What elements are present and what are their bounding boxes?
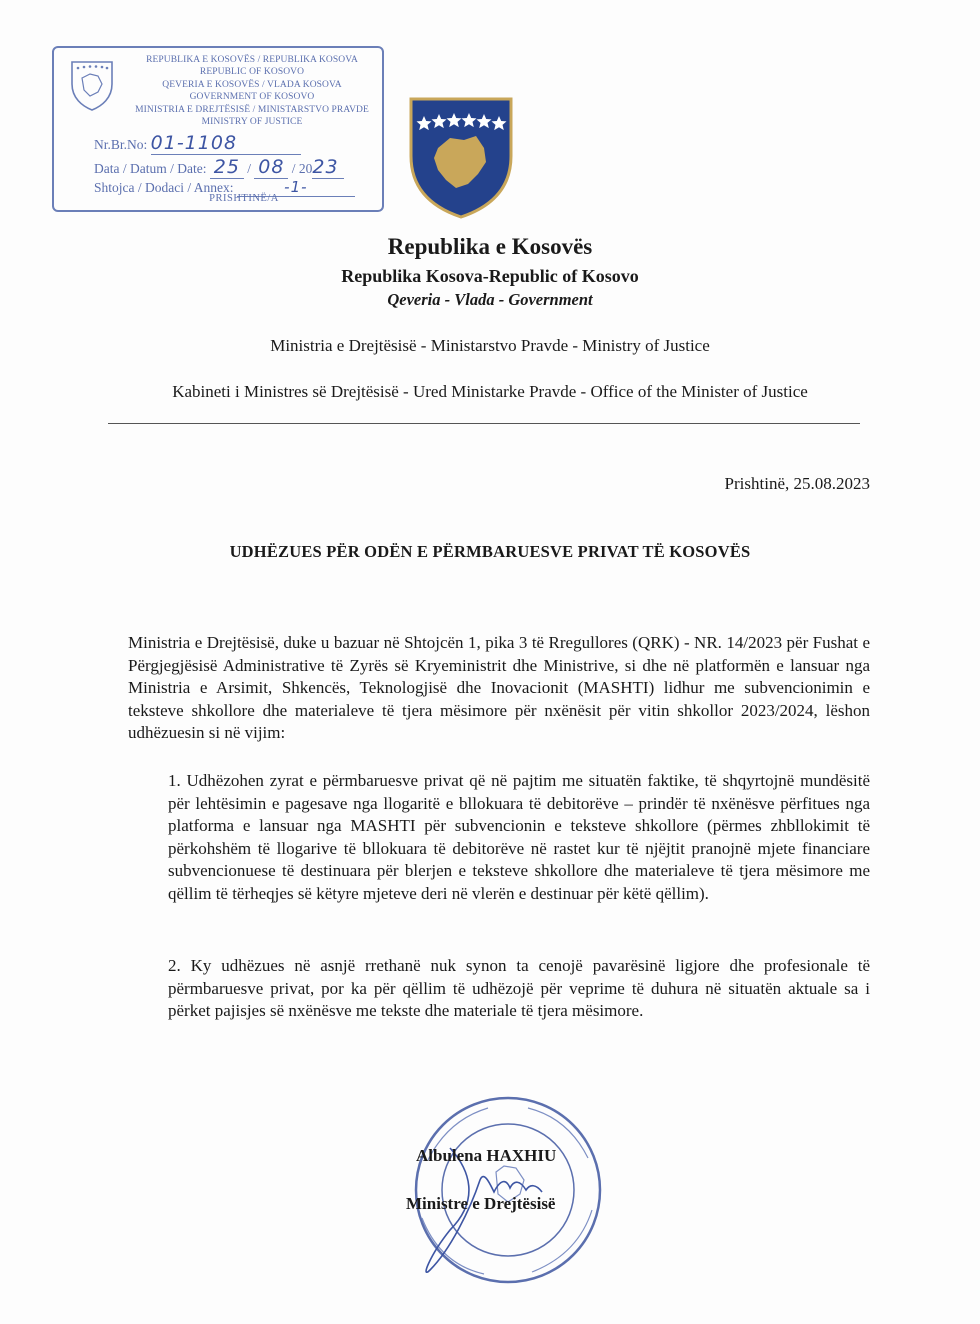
registry-header-line: REPUBLIC OF KOSOVO <box>199 67 305 78</box>
registry-date-row: Data / Datum / Date: 25 / 08 / 2023 <box>94 156 344 179</box>
registry-header-line: GOVERNMENT OF KOSOVO <box>189 92 315 103</box>
registry-number-row <box>94 132 301 155</box>
signatory-name: Albulena HAXHIU <box>416 1146 557 1165</box>
registry-date-label: Data / Datum / Date: <box>94 161 207 176</box>
registry-city: PRISHTINË/A <box>209 193 279 204</box>
document-date: Prishtinë, 25.08.2023 <box>724 474 870 493</box>
registry-stamp <box>52 46 384 212</box>
document-title: UDHËZUES PËR ODËN E PËRMBARUESVE PRIVAT TË KOSOVËS <box>229 542 751 561</box>
coat-of-arms-icon <box>408 96 514 220</box>
country-name-translations: Republika Kosova-Republic of Kosovo <box>341 266 639 286</box>
registry-annex-value: -1- <box>237 178 355 197</box>
registry-number-label: Nr.Br.No: <box>94 137 148 152</box>
registry-number-value: 01-1108 <box>151 132 301 155</box>
signatory-title: Ministre e Drejtësisë <box>406 1194 556 1213</box>
registry-header-line: MINISTRY OF JUSTICE <box>201 117 303 128</box>
kosovo-emblem-icon <box>64 56 120 112</box>
registry-date-month: 08 <box>254 156 288 179</box>
cabinet-name: Kabineti i Ministres së Drejtësisë - Ured Ministarke Pravde - Office of the Minister of Justice <box>172 382 808 401</box>
government-name: Qeveria - Vlada - Government <box>387 290 593 309</box>
registry-annex-label: Shtojca / Dodaci / Annex: <box>94 180 234 195</box>
instruction-item: 2. Ky udhëzues në asnjë rrethanë nuk synon ta cenojë pavarësinë ligjore dhe profesionale të përmbaruesve privat, por ka për qëllim të udhëzojë për veprime të duhura në situatën aktuale sa i përket pajisjes së nxënësve me tekste dhe materiale të tjera mësimore. <box>168 956 870 1021</box>
instruction-item: 1. Udhëzohen zyrat e përmbaruesve privat që në pajtim me situatën faktike, të shqyrtojnë mundësitë për lehtësimin e pagesave nga llogaritë e bllokuara të debitorëve – prindër të nxënësve përfitues nga platforma e lansuar nga MASHTI për subvencionin e teksteve shkollore (përmes zhbllokimit të përkohshëm të llogarive të bllokuara të debitorëve në rastet kur të njëjtit pranojnë mjete financiare subvencionuese të destinuara për blerjen e teksteve shkollore dhe materialeve të tjera mësimore me qëllim të tërheqjes së këtyre mjeteve deri në vlerën e destinuar për këtë qëllim). <box>168 771 870 903</box>
header-divider <box>108 423 860 424</box>
registry-date-day: 25 <box>210 156 244 179</box>
registry-date-year-prefix: 20 <box>298 161 313 176</box>
registry-header-line: QEVERIA E KOSOVËS / VLADA KOSOVA <box>162 79 342 90</box>
ministry-name: Ministria e Drejtësisë - Ministarstvo Pravde - Ministry of Justice <box>270 336 710 355</box>
registry-date-year: 23 <box>312 156 344 179</box>
registry-header-line: MINISTRIA E DREJTËSISË / MINISTARSTVO PRAVDE <box>135 104 369 115</box>
registry-stamp-header <box>124 54 380 128</box>
country-name: Republika e Kosovës <box>387 234 593 259</box>
intro-paragraph: Ministria e Drejtësisë, duke u bazuar në Shtojcën 1, pika 3 të Rregullores (QRK) - NR. 14/2023 për Fushat e Përgjegjësisë Administrative të Zyrës së Kryeministrit dhe Ministrive, si dhe në platformën e lansuar nga Ministria e Arsimit, Shkencës, Teknologjisë dhe Inovacionit (MASHTI) lidhur me subvencionimin e teksteve shkollore dhe materialeve të tjera mësimore për nxënësit për vitin shkollor 2023/2024, lëshon udhëzuesin si në vijim: <box>128 633 870 743</box>
registry-header-line: REPUBLIKA E KOSOVËS / REPUBLIKA KOSOVA <box>146 55 358 65</box>
